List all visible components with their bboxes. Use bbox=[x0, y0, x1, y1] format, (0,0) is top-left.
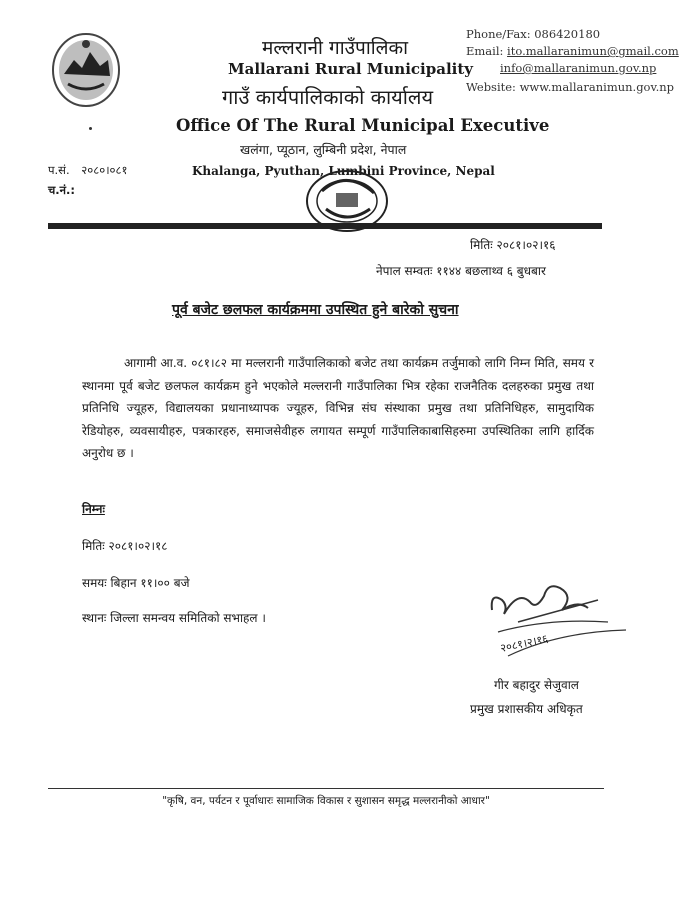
footer-divider bbox=[48, 788, 604, 789]
bullet-dot bbox=[89, 127, 92, 130]
notice-body: आगामी आ.व. ०८१।८२ मा मल्लरानी गाउँपालिकाको बजेट तथा कार्यक्रम तर्जुमाको लागि निम्न मिति, समय र स्थानमा पूर्व बजेट छलफल कार्यक्रम हुने भएकोले मल्लरानी गाउँपालिका भित्र रहेका राजनैतिक दलहरुका प्रमुख तथा प्रतिनिधि ज्यूहरु, विद्यालयका प्रधानाध्यापक ज्यूहरु, विभिन्न संघ संस्थाका प्रमुख तथा प्रतिनिधिहरु, सामुदायिक रेडियोहरु, व्यवसायीहरु, पत्रकारहरु, समाजसेवीहरु लगायत सम्पूर्ण गाउँपालिकाबासिहरुमा उपस्थितिका लागि हार्दिक अनुरोध छ । bbox=[82, 356, 594, 460]
program-venue: स्थानः जिल्ला समन्वय समितिको सभाहल । bbox=[82, 611, 266, 625]
email-row-2 bbox=[500, 61, 656, 75]
letter-date: मितिः २०८१।०२।१६ bbox=[470, 238, 556, 252]
phone-fax: Phone/Fax: 086420180 bbox=[466, 27, 601, 41]
title-nepali: मल्लरानी गाउँपालिका bbox=[262, 37, 409, 59]
address-nepali: खलंगा, प्यूठान, लुम्बिनी प्रदेश, नेपाल bbox=[240, 142, 407, 157]
email-link-1[interactable]: ito.mallaranimun@gmail.com bbox=[507, 44, 679, 58]
email-label: Email: bbox=[466, 44, 504, 58]
subject-line: पूर्व बजेट छलफल कार्यक्रममा उपस्थित हुने बारेको सुचना bbox=[172, 302, 459, 318]
ref-label: प.सं. bbox=[48, 163, 70, 177]
office-nepali: गाउँ कार्यपालिकाको कार्यालय bbox=[222, 85, 434, 109]
office-english: Office Of The Rural Municipal Executive bbox=[176, 116, 550, 135]
ref-value: २०८०।०८१ bbox=[81, 163, 128, 177]
dispatch-number: च.नं.: bbox=[48, 183, 76, 197]
program-time: समयः बिहान ११।०० बजे bbox=[82, 576, 190, 590]
reference-number bbox=[48, 163, 128, 178]
website: Website: www.mallaranimun.gov.np bbox=[466, 80, 675, 94]
signature-date: २०८१।२।१६ bbox=[499, 632, 550, 655]
signature-stamp bbox=[478, 570, 628, 670]
municipality-logo bbox=[50, 30, 122, 108]
email-link-2[interactable]: info@mallaranimun.gov.np bbox=[500, 61, 657, 75]
header-divider bbox=[48, 223, 602, 229]
details-heading: निम्नः bbox=[82, 502, 105, 516]
title-english: Mallarani Rural Municipality bbox=[228, 60, 473, 78]
email-row bbox=[466, 44, 679, 58]
signatory-name: गीर बहादुर सेजुवाल bbox=[494, 678, 579, 692]
address-english: Khalanga, Pyuthan, Lumbini Province, Nepal bbox=[192, 164, 495, 178]
footer-motto: "कृषि, वन, पर्यटन र पूर्वाधारः सामाजिक विकास र सुशासन समृद्ध मल्लरानीको आधार" bbox=[162, 795, 490, 807]
signatory-designation: प्रमुख प्रशासकीय अधिकृत bbox=[470, 702, 583, 716]
program-date: मितिः २०८१।०२।१८ bbox=[82, 539, 168, 553]
nepal-sambat-date: नेपाल सम्वतः ११४४ बछलाथ्व ६ बुधबार bbox=[376, 264, 546, 278]
